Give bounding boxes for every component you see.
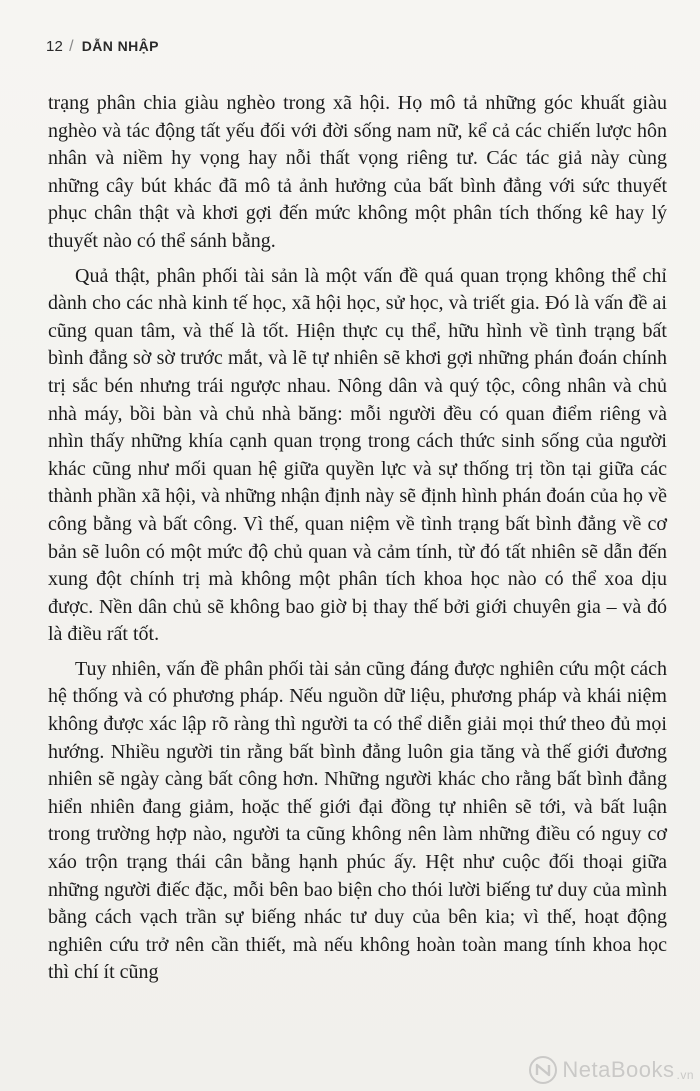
watermark-text: NetaBooks	[562, 1057, 675, 1082]
paragraph: Quả thật, phân phối tài sản là một vấn đề quá quan trọng không thể chỉ dành cho các nhà kinh tế học, xã hội học, sử học, và triết gia. Đó là vấn đề ai cũng quan tâm, và thế là tốt. Hiện thực cụ thể, hữu hình về tình trạng bất bình đẳng sờ sờ trước mắt, và lẽ tự nhiên sẽ khơi gợi những phán đoán chính trị sắc bén nhưng trái ngược nhau. Nông dân và quý tộc, công nhân và chủ nhà máy, bồi bàn và chủ nhà băng: mỗi người đều có quan điểm riêng và nhìn thấy những khía cạnh quan trọng trong cách thức sinh sống của người khác cũng như mối quan hệ giữa quyền lực và sự thống trị tồn tại giữa các thành phần xã hội, và những nhận định này sẽ định hình phán đoán của họ về công bằng và bất công. Vì thế, quan niệm về tình trạng bất bình đẳng về cơ bản sẽ luôn có một mức độ chủ quan và cảm tính, từ đó tất nhiên sẽ dẫn đến xung đột chính trị mà không một phân tích khoa học nào có thể xoa dịu được. Nền dân chủ sẽ không bao giờ bị thay thế bởi giới chuyên gia – và đó là điều rất tốt.	[48, 264, 667, 646]
paragraph-continuation: trạng phân chia giàu nghèo trong xã hội. Họ mô tả những góc khuất giàu nghèo và tác động tất yếu đối với đời sống nam nữ, kể cả các chiến lược hôn nhân và niềm hy vọng hay nỗi thất vọng riêng tư. Các tác giả này cùng những cây bút khác đã mô tả ảnh hưởng của bất bình đẳng với sức thuyết phục chân thật và khơi gợi đến mức không một phân tích thống kê hay lý thuyết nào có thể sánh bằng.	[48, 92, 667, 252]
header-separator: /	[69, 38, 74, 55]
running-head	[46, 36, 159, 56]
section-title: DẪN NHẬP	[81, 38, 159, 54]
nhasachvn-logo-icon	[528, 1055, 558, 1085]
watermark	[528, 1055, 694, 1085]
page-number: 12	[46, 37, 64, 55]
paragraph: Tuy nhiên, vấn đề phân phối tài sản cũng đáng được nghiên cứu một cách hệ thống và có phương pháp. Nếu nguồn dữ liệu, phương pháp và khái niệm không được xác lập rõ ràng thì người ta có thể diễn giải mọi thứ theo đủ mọi hướng. Nhiều người tin rằng bất bình đẳng luôn gia tăng và thế giới đương nhiên sẽ ngày càng bất công hơn. Những người khác cho rằng bất bình đẳng hiển nhiên đang giảm, hoặc thế giới đại đồng tự nhiên sẽ tới, và bất luận trong trường hợp nào, người ta cũng không nên làm những điều có nguy cơ xáo trộn trạng thái cân bằng hạnh phúc ấy. Hệt như cuộc đối thoại giữa những người điếc đặc, mỗi bên bao biện cho thói lười biếng tư duy của mình bằng cách vạch trần sự biếng nhác tư duy của bên kia; vì thế, hoạt động nghiên cứu trở nên cần thiết, mà nếu không hoàn toàn mang tính khoa học thì chí ít cũng	[48, 657, 667, 984]
body-text	[48, 90, 667, 987]
watermark-suffix: .vn	[676, 1068, 694, 1082]
